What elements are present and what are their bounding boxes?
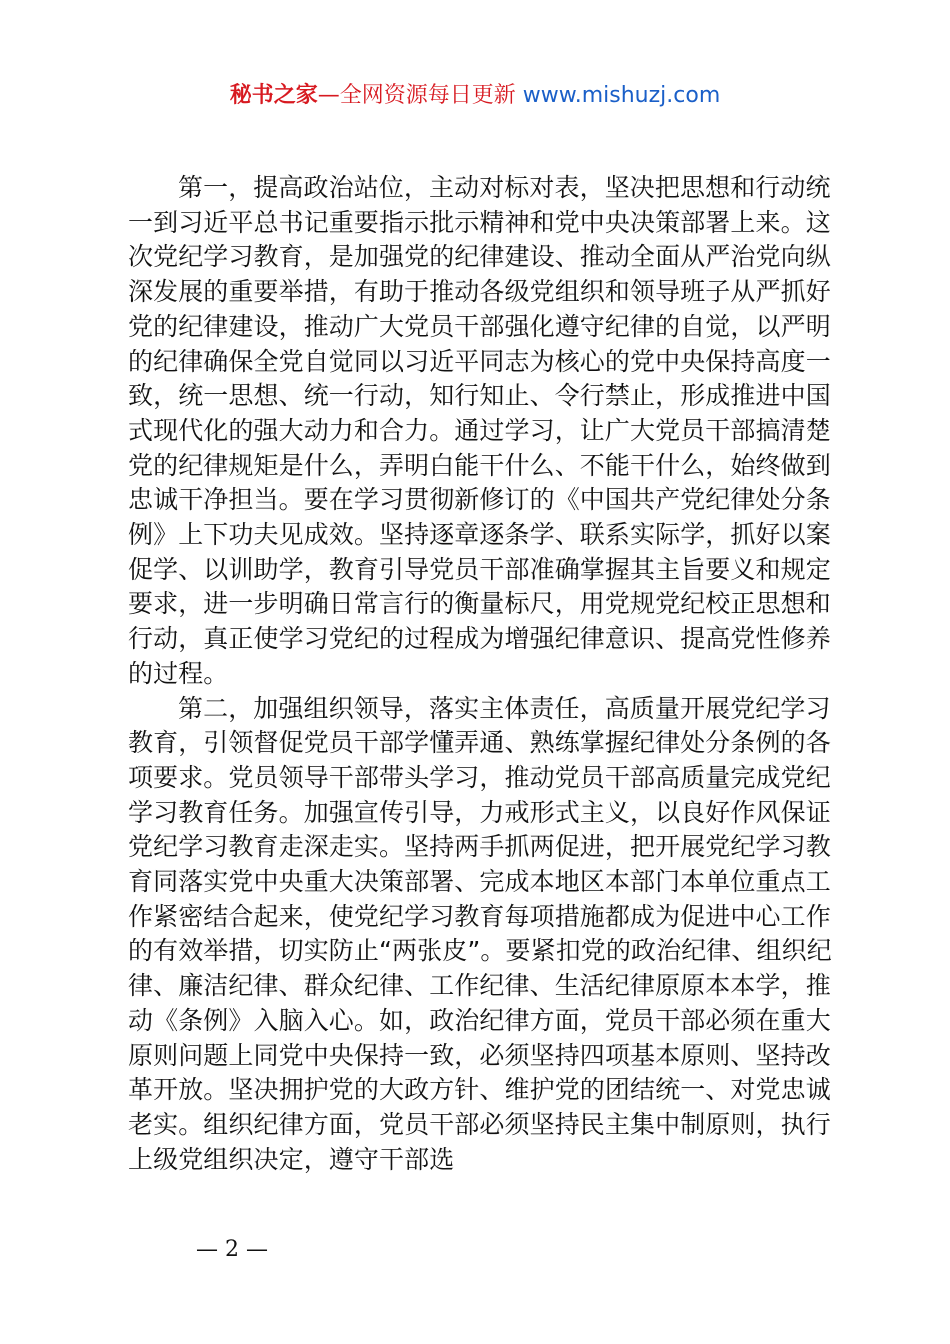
paragraph-first: 第一，提高政治站位，主动对标对表，坚决把思想和行动统一到习近平总书记重要指示批示精神和党中央决策部署上来。这次党纪学习教育，是加强党的纪律建设、推动全面从严治党向纵深发展的重要举措，有助于推动各级党组织和领导班子从严抓好党的纪律建设，推动广大党员干部强化遵守纪律的自觉，以严明的纪律确保全党自觉同以习近平同志为核心的党中央保持高度一致，统一思想、统一行动，知行知止、令行禁止，形成推进中国式现代化的强大动力和合力。通过学习，让广大党员干部搞清楚党的纪律规矩是什么，弄明白能干什么、不能干什么，始终做到忠诚干净担当。要在学习贯彻新修订的《中国共产党纪律处分条例》上下功夫见成效。坚持逐章逐条学、联系实际学，抓好以案促学、以训助学，教育引导党员干部准确掌握其主旨要义和规定要求，进一步明确日常言行的衡量标尺，用党规党纪校正思想和行动，真正使学习党纪的过程成为增强纪律意识、提高党性修养的过程。 (128, 173, 831, 688)
page-number: — 2 — (196, 1237, 268, 1262)
site-brand: 秘书之家 (229, 83, 318, 108)
site-header (0, 80, 950, 112)
site-url-link[interactable]: www.mishuzj.com (522, 83, 721, 108)
paragraph-second: 第二，加强组织领导，落实主体责任，高质量开展党纪学习教育，引领督促党员干部学懂弄通、熟练掌握纪律处分条例的各项要求。党员领导干部带头学习，推动党员干部高质量完成党纪学习教育任务。加强宣传引导，力戒形式主义，以良好作风保证党纪学习教育走深走实。坚持两手抓两促进，把开展党纪学习教育同落实党中央重大决策部署、完成本地区本部门本单位重点工作紧密结合起来，使党纪学习教育每项措施都成为促进中心工作的有效举措，切实防止“两张皮”。要紧扣党的政治纪律、组织纪律、廉洁纪律、群众纪律、工作纪律、生活纪律原原本本学，推动《条例》入脑入心。如，政治纪律方面，党员干部必须在重大原则问题上同党中央保持一致，必须坚持四项基本原则、坚持改革开放。坚决拥护党的大政方针、维护党的团结统一、对党忠诚老实。组织纪律方面，党员干部必须坚持民主集中制原则，执行上级党组织决定，遵守干部选 (128, 693, 832, 1174)
site-tagline: —全网资源每日更新 (317, 83, 516, 108)
document-body (128, 171, 833, 1177)
